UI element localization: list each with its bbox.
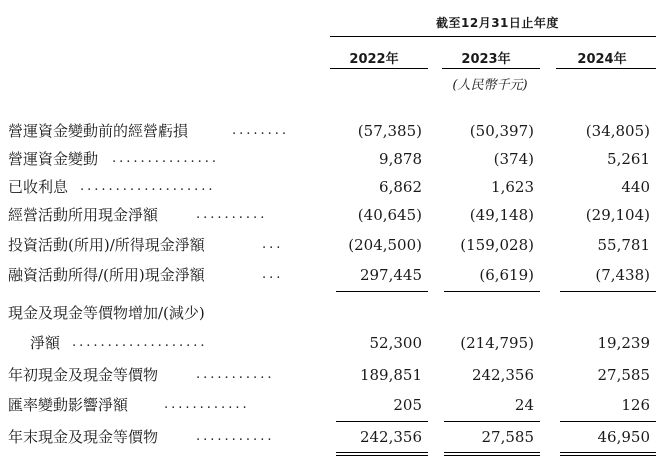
row-leader: ........... (196, 367, 275, 382)
table-row (0, 146, 660, 172)
row-leader: ................... (72, 335, 208, 350)
value-2024: 5,261 (607, 150, 650, 168)
period-header-rule (330, 36, 656, 37)
row-leader: ........ (232, 123, 290, 138)
value-2023: 1,623 (491, 178, 534, 196)
value-2024: (29,104) (585, 206, 650, 224)
row-leader: ................... (80, 179, 216, 194)
value-2023: (159,028) (460, 236, 534, 254)
year-header-2023: 2023年 (461, 52, 511, 67)
subtotal-rule-2024 (560, 291, 656, 292)
year-rule-2024 (556, 68, 656, 69)
value-2024: 55,781 (597, 236, 650, 254)
value-2023: 242,356 (471, 366, 534, 384)
row-label: 已收利息 (8, 178, 69, 196)
value-2024: (34,805) (585, 122, 650, 140)
table-row (0, 118, 660, 144)
value-2023: (49,148) (469, 206, 534, 224)
value-2022: (40,645) (357, 206, 422, 224)
value-2024: 126 (621, 396, 650, 414)
value-2022: 189,851 (359, 366, 422, 384)
value-2022: (57,385) (357, 122, 422, 140)
double-rule-2022 (336, 452, 428, 456)
table-row (0, 392, 660, 418)
table-row (0, 174, 660, 200)
year-header-2022: 2022年 (349, 52, 399, 67)
row-leader: .......... (196, 207, 268, 222)
table-row (0, 362, 660, 388)
subtotal-rule-2023 (444, 291, 540, 292)
table-row (0, 202, 660, 228)
total-rule-2023 (444, 421, 540, 422)
value-2023: 24 (514, 396, 534, 414)
value-2023: (214,795) (460, 334, 534, 352)
total-rule-2024 (560, 421, 656, 422)
subtotal-rule-2022 (336, 291, 428, 292)
value-2023: (50,397) (469, 122, 534, 140)
value-2022: 6,862 (379, 178, 422, 196)
value-2024: (7,438) (595, 266, 650, 284)
value-2022: (204,500) (348, 236, 422, 254)
row-label: 年末現金及現金等價物 (8, 428, 159, 446)
row-label: 營運資金變動 (8, 150, 99, 168)
row-label: 融資活動所得/(所用)現金淨額 (8, 266, 205, 284)
value-2022: 297,445 (359, 266, 422, 284)
value-2022: 9,878 (379, 150, 422, 168)
row-leader: ... (262, 267, 284, 282)
year-rule-2023 (442, 68, 540, 69)
unit-label: (人民幣千元) (452, 78, 528, 93)
row-label: 年初現金及現金等價物 (8, 366, 159, 384)
value-2022: 205 (393, 396, 422, 414)
year-rule-2022 (330, 68, 428, 69)
value-2022: 52,300 (369, 334, 422, 352)
table-row (0, 300, 660, 326)
table-row (0, 330, 660, 356)
value-2023: (6,619) (479, 266, 534, 284)
value-2024: 27,585 (597, 366, 650, 384)
double-rule-2024 (560, 452, 656, 456)
row-leader: ........... (196, 429, 275, 444)
double-rule-2023 (444, 452, 540, 456)
row-label: 現金及現金等價物增加/(減少) (8, 304, 205, 322)
value-2022: 242,356 (359, 428, 422, 446)
row-label: 營運資金變動前的經營虧損 (8, 122, 189, 140)
row-leader: ... (262, 237, 284, 252)
value-2024: 19,239 (597, 334, 650, 352)
row-leader: ............ (164, 397, 250, 412)
table-row (0, 232, 660, 258)
table-row (0, 424, 660, 450)
value-2023: 27,585 (481, 428, 534, 446)
table-row (0, 262, 660, 288)
row-label: 淨額 (30, 334, 61, 352)
period-header: 截至12月31日止年度 (436, 16, 559, 30)
row-label: 投資活動(所用)/所得現金淨額 (8, 236, 205, 254)
row-label: 經營活動所用現金淨額 (8, 206, 159, 224)
value-2024: 440 (621, 178, 650, 196)
row-label: 匯率變動影響淨額 (8, 396, 129, 414)
value-2023: (374) (493, 150, 534, 168)
total-rule-2022 (336, 421, 428, 422)
year-header-2024: 2024年 (577, 52, 627, 67)
value-2024: 46,950 (597, 428, 650, 446)
row-leader: ............... (112, 151, 219, 166)
